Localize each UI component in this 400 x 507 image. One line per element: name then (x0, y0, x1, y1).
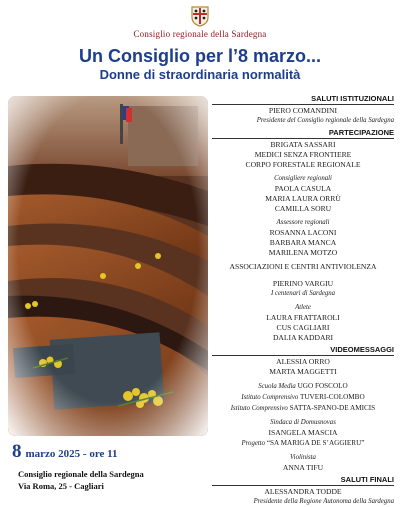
project-line (212, 438, 394, 449)
school-type: Scuola Media (258, 383, 296, 390)
sardinia-crest-icon (189, 5, 211, 27)
school-name: TUVERI-COLOMBO (299, 393, 365, 401)
participant: BRIGATA SASSARI (270, 140, 336, 149)
participant: CUS CAGLIARI (276, 323, 330, 332)
project-label: Progetto (241, 440, 266, 447)
speaker-name: ALESSANDRA TODDE (264, 487, 342, 496)
group-label: Atlete (295, 304, 311, 311)
participant: PAOLA CASULA (274, 184, 332, 193)
participant: MEDICI SENZA FRONTIERE (254, 150, 352, 159)
school-type: Istituto Comprensivo (241, 394, 299, 401)
participant-role: I centenari di Sardegna (270, 290, 336, 297)
speaker-role: Presidente del Consiglio regionale della Sardegna (256, 117, 394, 124)
speaker-role: Presidente della Regione Autonoma della Sardegna (253, 498, 394, 505)
participant: ASSOCIAZIONI E CENTRI ANTIVIOLENZA (229, 262, 377, 271)
event-date (12, 441, 118, 463)
school-line (212, 381, 394, 392)
participant: ISANGELA MASCIA (268, 428, 338, 437)
participant: LAURA FRATTAROLI (266, 313, 340, 322)
council-chamber-photo (8, 96, 208, 436)
participant: MARILENA MOTZO (268, 248, 338, 257)
project-name: “SA MARIGA DE S’AGGIERU” (266, 439, 365, 447)
participant: CAMILLA SORU (274, 204, 332, 213)
participant: MARTA MAGGETTI (269, 367, 337, 376)
school-line (212, 403, 394, 414)
participant: PIERINO VARGIU (272, 279, 334, 288)
section-saluti-istituzionali: SALUTI ISTITUZIONALI (212, 93, 394, 105)
participant: BARBARA MANCA (269, 238, 337, 247)
participant: MARIA LAURA ORRÙ (265, 194, 341, 203)
school-name: UGO FOSCOLO (297, 382, 348, 390)
group-label: Sindaca di Domusnovas (270, 419, 336, 426)
group-label: Consigliere regionali (274, 175, 332, 182)
event-date-rest: marzo 2025 - ore 11 (25, 448, 118, 460)
participant: CORPO FORESTALE REGIONALE (245, 160, 361, 169)
participant: ROSANNA LACONI (269, 228, 337, 237)
speaker-name: PIERO COMANDINI (268, 106, 338, 115)
participant: ALESSIA ORRO (276, 357, 330, 366)
header (0, 0, 400, 40)
event-venue (18, 468, 144, 492)
section-partecipazione: PARTECIPAZIONE (212, 127, 394, 139)
event-day: 8 (12, 441, 22, 462)
section-saluti-finali: SALUTI FINALI (212, 474, 394, 486)
group-label: Assessore regionali (276, 219, 330, 226)
council-name: Consiglio regionale della Sardegna (133, 29, 267, 39)
participant: DALIA KADDARI (272, 333, 334, 342)
section-videomessaggi: VIDEOMESSAGGI (212, 344, 394, 356)
group-label: Violinista (290, 454, 316, 461)
chamber-illustration (8, 96, 208, 436)
program (212, 92, 394, 507)
school-line (212, 392, 394, 403)
page-title: Un Consiglio per l’8 marzo... (78, 46, 322, 66)
venue-address: Via Roma, 25 - Cagliari (18, 481, 104, 491)
venue-name: Consiglio regionale della Sardegna (18, 469, 144, 479)
page-subtitle: Donne di straordinaria normalità (99, 67, 301, 82)
participant: ANNA TIFU (282, 463, 324, 472)
school-name: SATTA-SPANO-DE AMICIS (289, 404, 376, 412)
school-type: Istituto Comprensivo (230, 405, 288, 412)
